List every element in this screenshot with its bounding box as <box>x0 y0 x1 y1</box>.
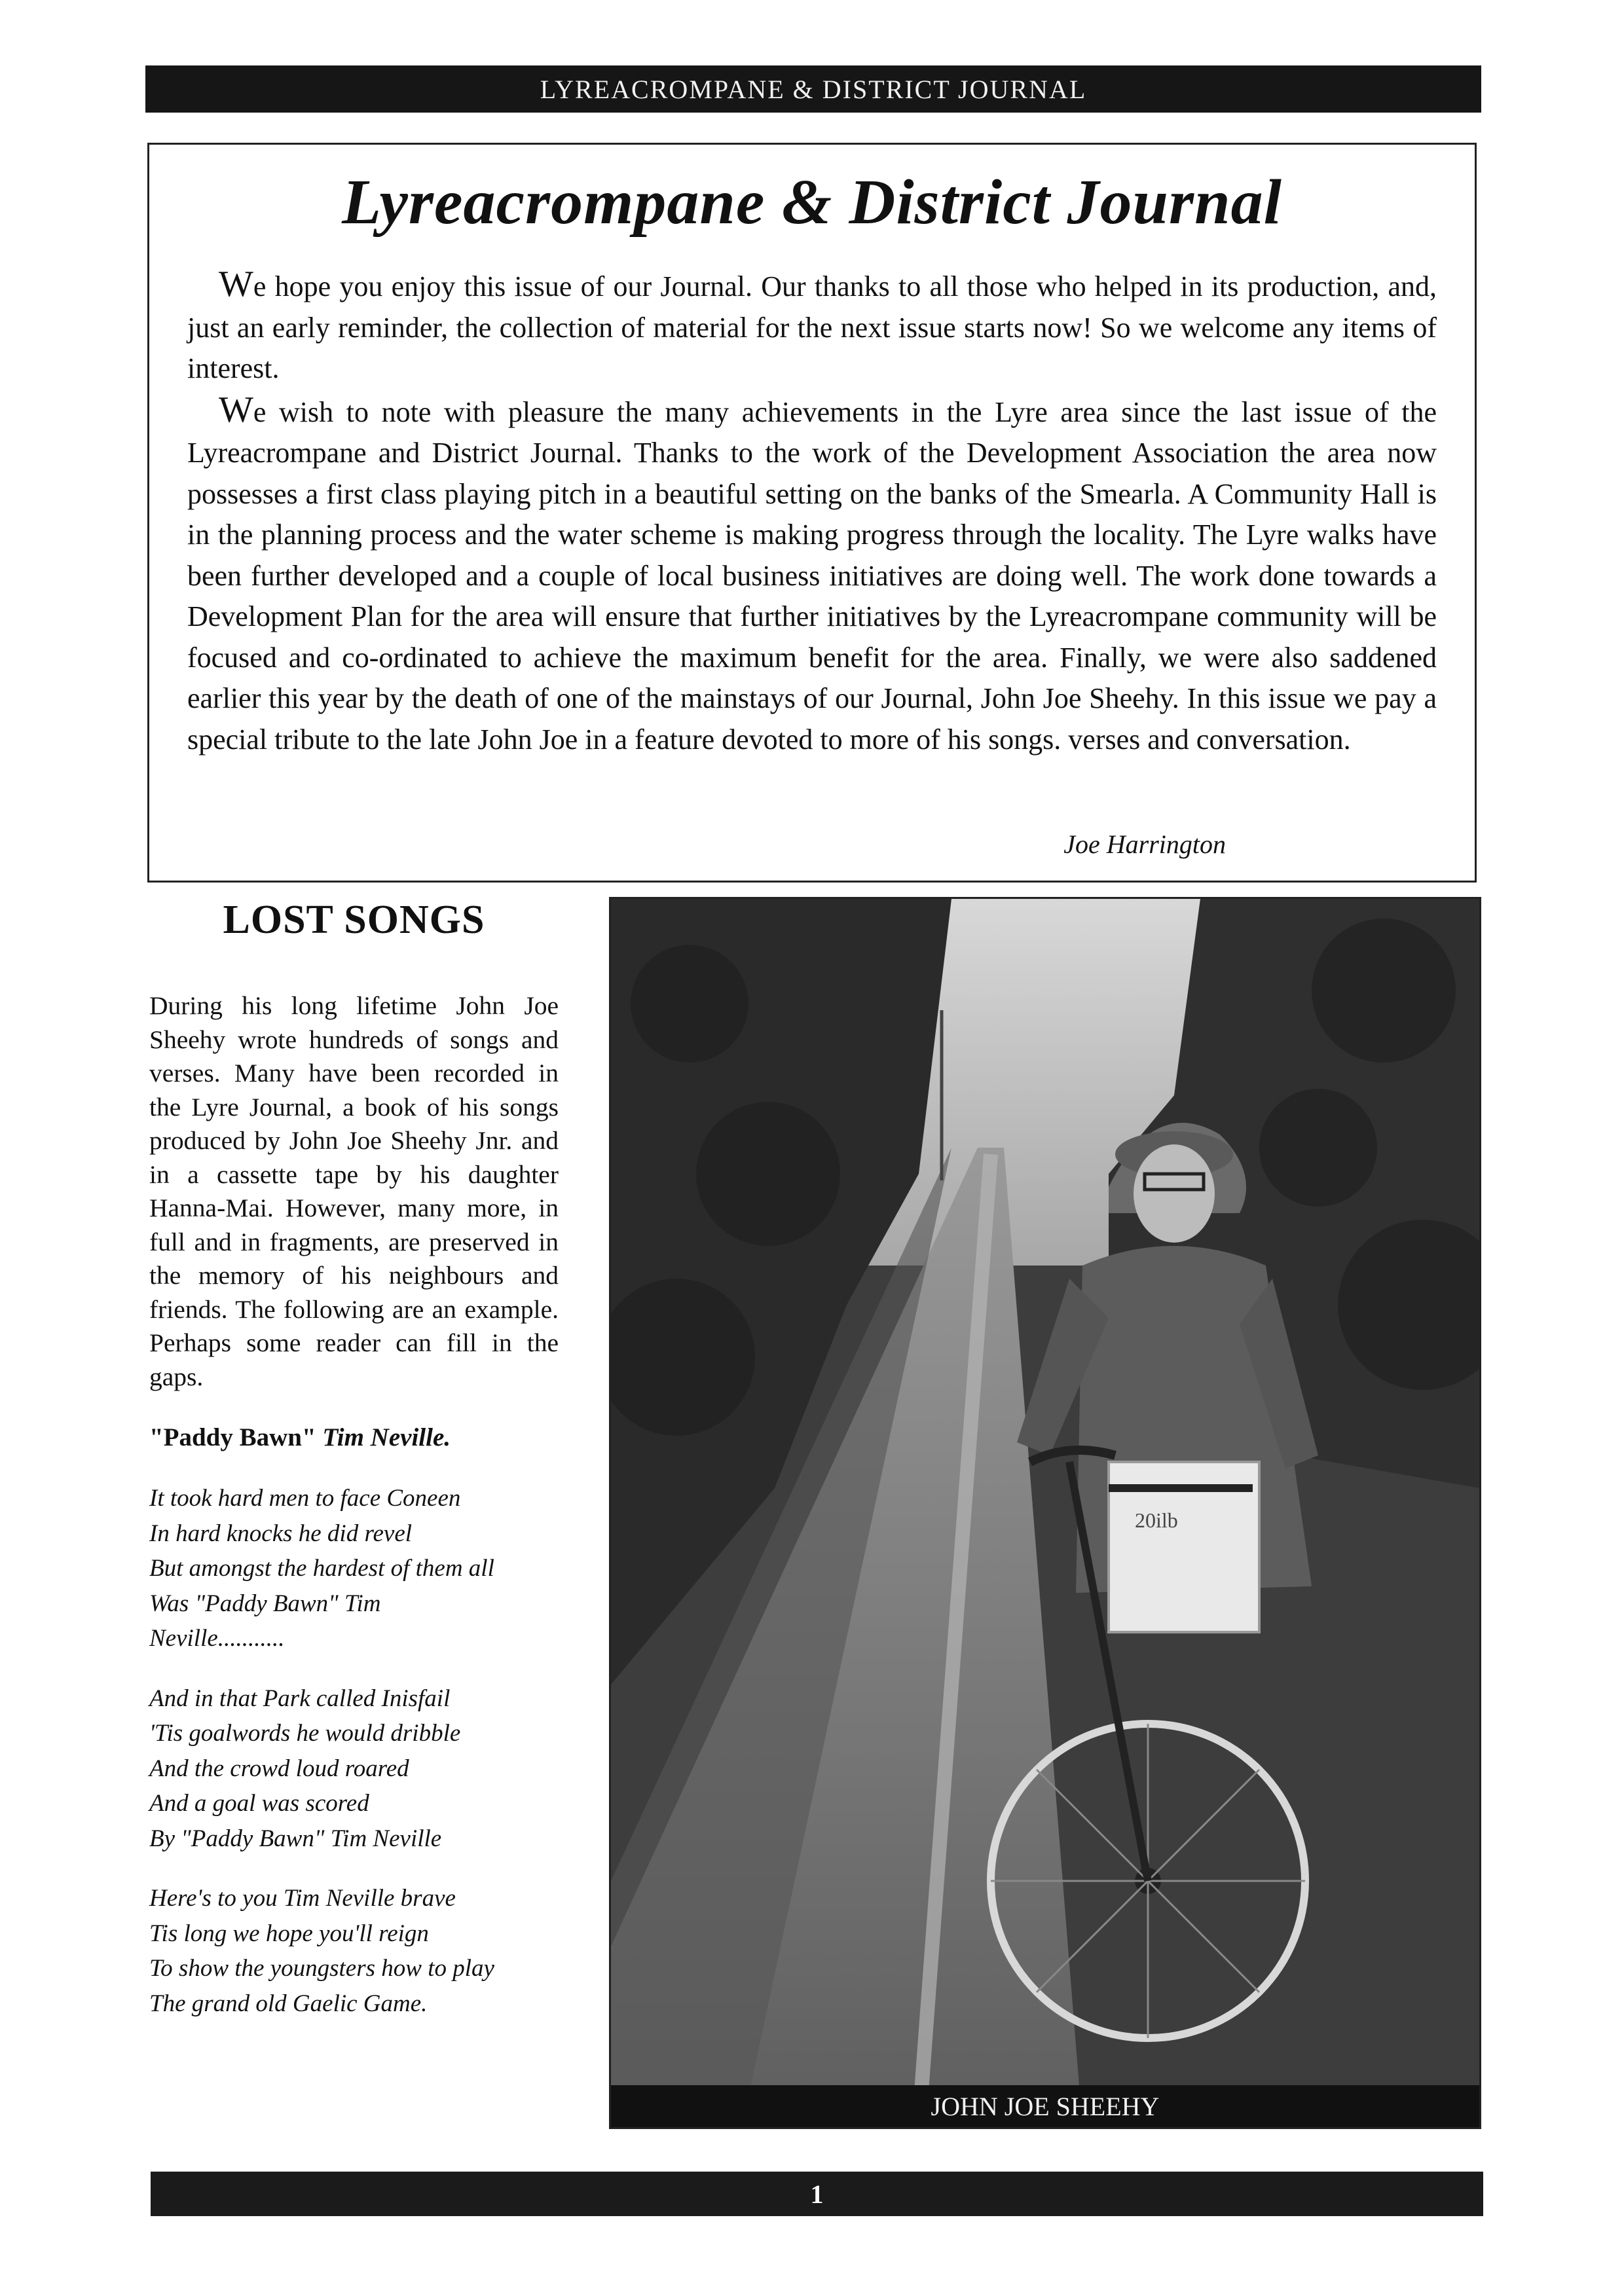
verse-line: Tis long we hope you'll reign <box>149 1920 429 1947</box>
poem-title <box>149 1423 559 1452</box>
photo-caption <box>611 2085 1479 2127</box>
paragraph-initial: W <box>219 264 253 304</box>
photo-caption-text: JOHN JOE SHEEHY <box>931 2091 1160 2121</box>
lost-songs-intro: During his long lifetime John Joe Sheehy wrote hundreds of songs and verses. Many have been recorded in the Lyre Journal, a book of his songs produced by John Joe Sheehy Jnr. and in a cassette tape by his daughter Hanna-Mai. However, many more, in full and in fragments, are preserved in the memory of his neighbours and friends. The following are an example. Perhaps some reader can fill in the gaps. <box>149 991 559 1391</box>
editorial-paragraph-2 <box>187 390 1437 761</box>
verse-line: Here's to you Tim Neville brave <box>149 1885 456 1912</box>
verse-line: The grand old Gaelic Game. <box>149 1990 428 2017</box>
poem-subject: Tim Neville. <box>322 1423 451 1451</box>
verse-line: Neville........... <box>149 1625 285 1652</box>
bag-text: 20ilb <box>1135 1508 1178 1532</box>
poem-stanza-2 <box>149 1681 559 1857</box>
journal-header-title: LYREACROMPANE & DISTRICT JOURNAL <box>540 74 1087 104</box>
paragraph-initial: W <box>219 389 253 430</box>
lost-songs-title: LOST SONGS <box>223 898 485 942</box>
verse-line: But amongst the hardest of them all <box>149 1555 494 1582</box>
paragraph-text: e hope you enjoy this issue of our Journal. Our thanks to all those who helped in its production, and, just an early reminder, the collection of material for the next issue starts now! So we welcome any items of interest. <box>187 270 1437 384</box>
editorial-title: Lyreacrompane & District Journal <box>342 167 1282 238</box>
page-footer-bar <box>151 2172 1483 2216</box>
poem-name: "Paddy Bawn" <box>149 1423 316 1451</box>
paragraph-text: e wish to note with pleasure the many achievements in the Lyre area since the last issue of the Lyreacrompane and District Journal. Thanks to the work of the Development Association the area now possesses a first class playing pitch in a beautiful setting on the banks of the Smearla. A Community Hall is in the planning process and the water scheme is making progress through the locality. The Lyre walks have been further developed and a couple of local business initiatives are doing well. The work done towards a Development Plan for the area will ensure that further initiatives by the Lyreacrompane community will be focused and co-ordinated to achieve the maximum benefit for the area. Finally, we were also saddened earlier this year by the death of one of the mainstays of our Journal, John Joe Sheehy. In this issue we pay a special tribute to the late John Joe in a feature devoted to more of his songs. verses and conversation. <box>187 395 1437 756</box>
verse-line: By "Paddy Bawn" Tim Neville <box>149 1825 442 1852</box>
verse-line: And a goal was scored <box>149 1790 369 1817</box>
page-number: 1 <box>810 2179 824 2209</box>
editorial-box <box>147 143 1477 883</box>
poem-stanza-1 <box>149 1481 559 1656</box>
journal-header-bar <box>145 65 1481 113</box>
verse-line: Was "Paddy Bawn" Tim <box>149 1590 381 1617</box>
editorial-paragraph-1 <box>187 264 1437 390</box>
verse-line: To show the youngsters how to play <box>149 1955 494 1982</box>
lost-songs-column <box>149 897 559 2046</box>
verse-line: In hard knocks he did revel <box>149 1520 413 1547</box>
poem-stanza-3 <box>149 1881 559 2021</box>
john-joe-sheehy-photo <box>609 897 1481 2129</box>
photo-illustration <box>611 899 1479 2127</box>
verse-line: And in that Park called Inisfail <box>149 1685 451 1712</box>
editorial-signature: Joe Harrington <box>1063 829 1226 859</box>
verse-line: It took hard men to face Coneen <box>149 1485 461 1512</box>
verse-line: 'Tis goalwords he would dribble <box>149 1720 461 1747</box>
verse-line: And the crowd loud roared <box>149 1755 409 1782</box>
